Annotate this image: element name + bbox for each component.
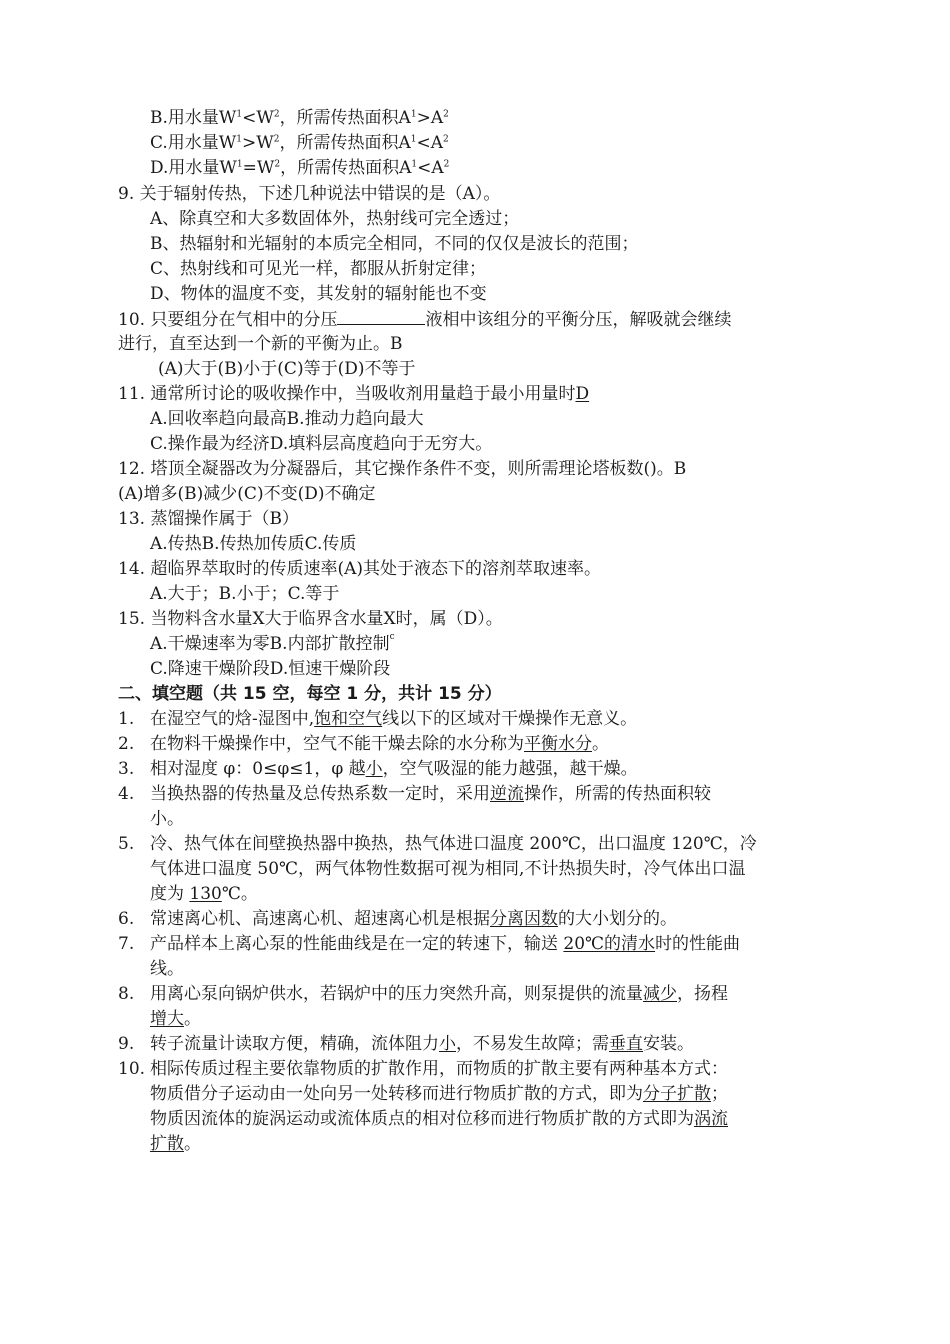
question-11-stem: 11. 通常所讨论的吸收操作中，当吸收剂用量趋于最小用量时D (118, 384, 590, 404)
fill-item-5-cont: 气体进口温度 50℃，两气体物性数据可视为相同,不计热损失时，冷气体出口温 (150, 859, 746, 879)
option-b-water: B.用水量$W^1<W^2$，所需传热面积$A^1>A^2$ (150, 108, 449, 128)
fill-item-7: 7. (118, 934, 135, 954)
fill-item-8: 8. (118, 984, 135, 1004)
question-12-stem: 12. 塔顶全凝器改为分凝器后，其它操作条件不变，则所需理论塔板数()。B (118, 459, 687, 479)
fill-item-10: 10. (118, 1059, 146, 1079)
question-9-option-b: B、热辐射和光辐射的本质完全相同，不同的仅仅是波长的范围； (150, 234, 639, 254)
question-15-stem: 15. 当物料含水量X大于临界含水量X时，属（D）。 (118, 609, 503, 629)
fill-answer: 减少 (643, 984, 677, 1004)
fill-item-10-cont2: 物质因流体的旋涡运动或流体质点的相对位移而进行物质扩散的方式即为涡流 (150, 1109, 728, 1129)
fill-item-4-cont: 小。 (150, 809, 184, 829)
fill-item-7-text: 产品样本上离心泵的性能曲线是在一定的转速下，输送 20℃的清水时的性能曲 (150, 934, 741, 954)
question-9-option-d: D、物体的温度不变，其发射的辐射能也不变 (150, 284, 487, 304)
fill-item-4: 4. (118, 784, 135, 804)
fill-item-9-text: 转子流量计读取方便，精确，流体阻力小，不易发生故障；需垂直安装。 (150, 1034, 694, 1054)
fill-item-5-cont2: 度为 130℃。 (150, 884, 258, 904)
option-c-water: C.用水量$W^1>W^2$，所需传热面积$A^1<A^2$ (150, 133, 449, 153)
fill-item-3: 3. (118, 759, 135, 779)
fill-answer: 饱和空气 (314, 709, 383, 729)
fill-answer: 20℃的清水 (563, 934, 656, 954)
answer-blank (337, 308, 425, 325)
fill-item-10-cont: 物质借分子运动由一处向另一处转移而进行物质扩散的方式，即为分子扩散； (150, 1084, 728, 1104)
fill-item-10-cont3: 扩散。 (150, 1134, 201, 1154)
fill-item-9: 9. (118, 1034, 135, 1054)
fill-item-4-text: 当换热器的传热量及总传热系数一定时，采用逆流操作，所需的传热面积较 (150, 784, 711, 804)
question-15-options-ab: A.干燥速率为零B.内部扩散控制$^c$ (150, 632, 395, 654)
fill-item-7-cont: 线。 (150, 959, 184, 979)
fill-answer: 增大 (150, 1009, 184, 1029)
fill-item-8-text: 用离心泵向锅炉供水，若锅炉中的压力突然升高，则泵提供的流量减少，扬程 (150, 984, 728, 1004)
question-11-options-ab: A.回收率趋向最高B.推动力趋向最大 (150, 409, 424, 429)
fill-answer: 小 (439, 1034, 456, 1054)
question-11-answer: D (575, 384, 590, 404)
fill-answer: 扩散 (150, 1134, 184, 1154)
fill-item-1-text: 在湿空气的焓-湿图中,饱和空气线以下的区域对干燥操作无意义。 (150, 709, 638, 729)
question-9-stem: 9. 关于辐射传热，下述几种说法中错误的是（A）。 (118, 184, 501, 204)
question-13-options: A.传热B.传热加传质C.传质 (150, 534, 357, 554)
question-9-option-c: C、热射线和可见光一样，都服从折射定律； (150, 259, 487, 279)
fill-item-8-cont: 增大。 (150, 1009, 201, 1029)
question-14-options: A.大于；B.小于；C.等于 (150, 584, 340, 604)
fill-item-1: 1. (118, 709, 135, 729)
option-d-water: D.用水量$W^1=W^2$，所需传热面积$A^1<A^2$ (150, 158, 450, 178)
fill-answer: 小 (365, 759, 383, 779)
fill-item-5: 5. (118, 834, 135, 854)
fill-item-5-text: 冷、热气体在间壁换热器中换热，热气体进口温度 200℃，出口温度 120℃，冷 (150, 834, 757, 854)
question-15-options-cd: C.降速干燥阶段D.恒速干燥阶段 (150, 659, 391, 679)
fill-answer: 平衡水分 (524, 734, 592, 754)
question-11-options-cd: C.操作最为经济D.填料层高度趋向于无穷大。 (150, 434, 493, 454)
fill-answer: 分离因数 (490, 909, 558, 929)
question-12-options: (A)增多(B)减少(C)不变(D)不确定 (118, 484, 376, 504)
question-9-option-a: A、除真空和大多数固体外，热射线可完全透过； (150, 209, 520, 229)
question-10-stem: 10. 只要组分在气相中的分压 液相中该组分的平衡分压，解吸就会继续 (118, 310, 732, 330)
question-14-stem: 14. 超临界萃取时的传质速率(A)其处于液态下的溶剂萃取速率。 (118, 559, 601, 579)
fill-answer: 分子扩散 (643, 1084, 711, 1104)
fill-item-10-text: 相际传质过程主要依靠物质的扩散作用，而物质的扩散主要有两种基本方式： (150, 1059, 728, 1079)
fill-answer: 逆流 (490, 784, 524, 804)
fill-item-6-text: 常速离心机、高速离心机、超速离心机是根据分离因数的大小划分的。 (150, 909, 677, 929)
fill-answer: 垂直 (609, 1034, 643, 1054)
fill-item-3-text: 相对湿度 φ：0≤φ≤1，φ 越小，空气吸湿的能力越强，越干燥。 (150, 759, 638, 779)
fill-item-2: 2. (118, 734, 135, 754)
question-10-stem-cont: 进行，直至达到一个新的平衡为止。B (118, 334, 403, 354)
question-13-stem: 13. 蒸馏操作属于（B） (118, 509, 299, 529)
fill-answer: 130 (189, 884, 222, 904)
section-2-heading: 二、填空题（共 15 空，每空 1 分，共计 15 分） (118, 684, 502, 704)
fill-answer: 涡流 (694, 1109, 728, 1129)
question-10-options: (A)大于(B)小于(C)等于(D)不等于 (158, 359, 416, 379)
fill-item-2-text: 在物料干燥操作中，空气不能干燥去除的水分称为平衡水分。 (150, 734, 609, 754)
fill-item-6: 6. (118, 909, 135, 929)
